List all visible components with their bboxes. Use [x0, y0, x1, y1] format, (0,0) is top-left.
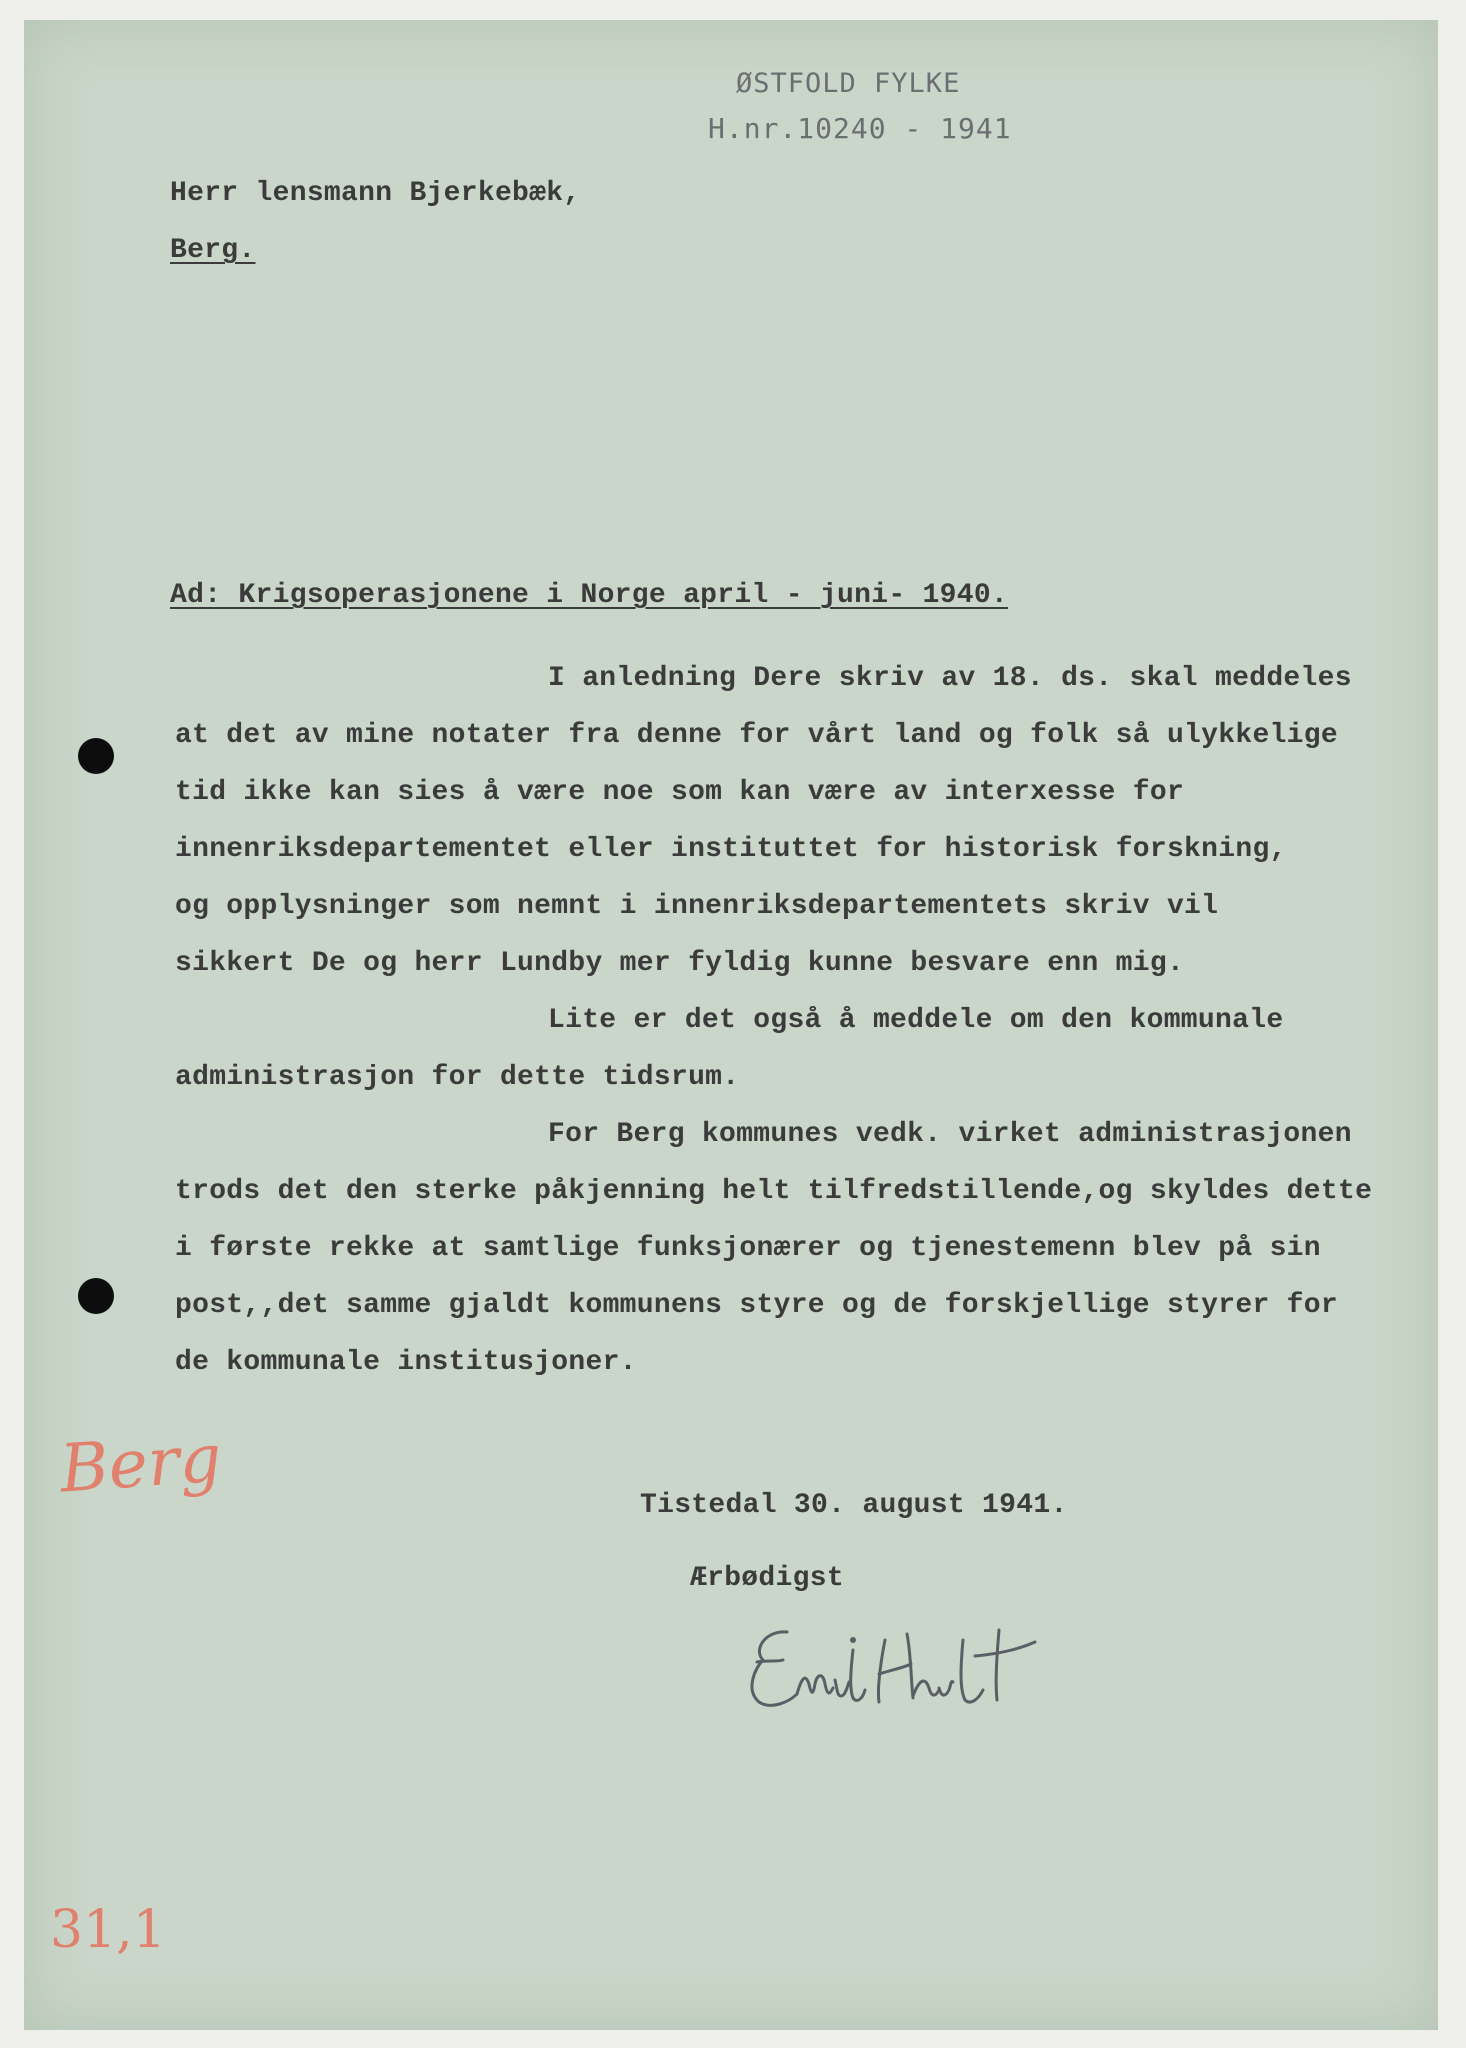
body-line: administrasjon for dette tidsrum. — [175, 1062, 740, 1093]
addressee-line1: Herr lensmann Bjerkebæk, — [170, 178, 581, 209]
body-line: de kommunale institusjoner. — [175, 1347, 637, 1378]
body-line: For Berg kommunes vedk. virket administrasjonen — [548, 1119, 1352, 1150]
punch-hole — [78, 738, 114, 774]
addressee-line2: Berg. — [170, 235, 256, 266]
margin-note: Berg — [57, 1419, 224, 1508]
body-line: at det av mine notater fra denne for vårt land og folk så ulykkelige — [175, 720, 1338, 751]
body-line: sikkert De og herr Lundby mer fyldig kunne besvare enn mig. — [175, 948, 1185, 979]
stamp-number: H.nr.10240 - 1941 — [708, 112, 1012, 145]
subject-line: Ad: Krigsoperasjonene i Norge april - juni- 1940. — [170, 580, 1009, 611]
body-line: trods det den sterke påkjenning helt tilfredstillende,og skyldes dette — [175, 1176, 1373, 1207]
body-line: I anledning Dere skriv av 18. ds. skal meddeles — [548, 663, 1352, 694]
stamp-county: ØSTFOLD FYLKE — [736, 68, 961, 99]
salutation: Ærbødigst — [690, 1563, 844, 1594]
body-line: innenriksdepartementet eller instituttet for historisk forskning, — [175, 834, 1287, 865]
body-line: tid ikke kan sies å være noe som kan være av interxesse for — [175, 777, 1185, 808]
place-date: Tistedal 30. august 1941. — [640, 1490, 1068, 1521]
body-line: post,,det samme gjaldt kommunens styre og de forskjellige styrer for — [175, 1290, 1338, 1321]
punch-hole — [78, 1278, 114, 1314]
signature-image — [735, 1610, 1095, 1720]
body-line: Lite er det også å meddele om den kommunale — [548, 1005, 1284, 1036]
body-line: og opplysninger som nemnt i innenriksdepartementets skriv vil — [175, 891, 1219, 922]
page-reference: 31,1 — [50, 1900, 166, 1960]
body-line: i første rekke at samtlige funksjonærer og tjenestemenn blev på sin — [175, 1233, 1321, 1264]
